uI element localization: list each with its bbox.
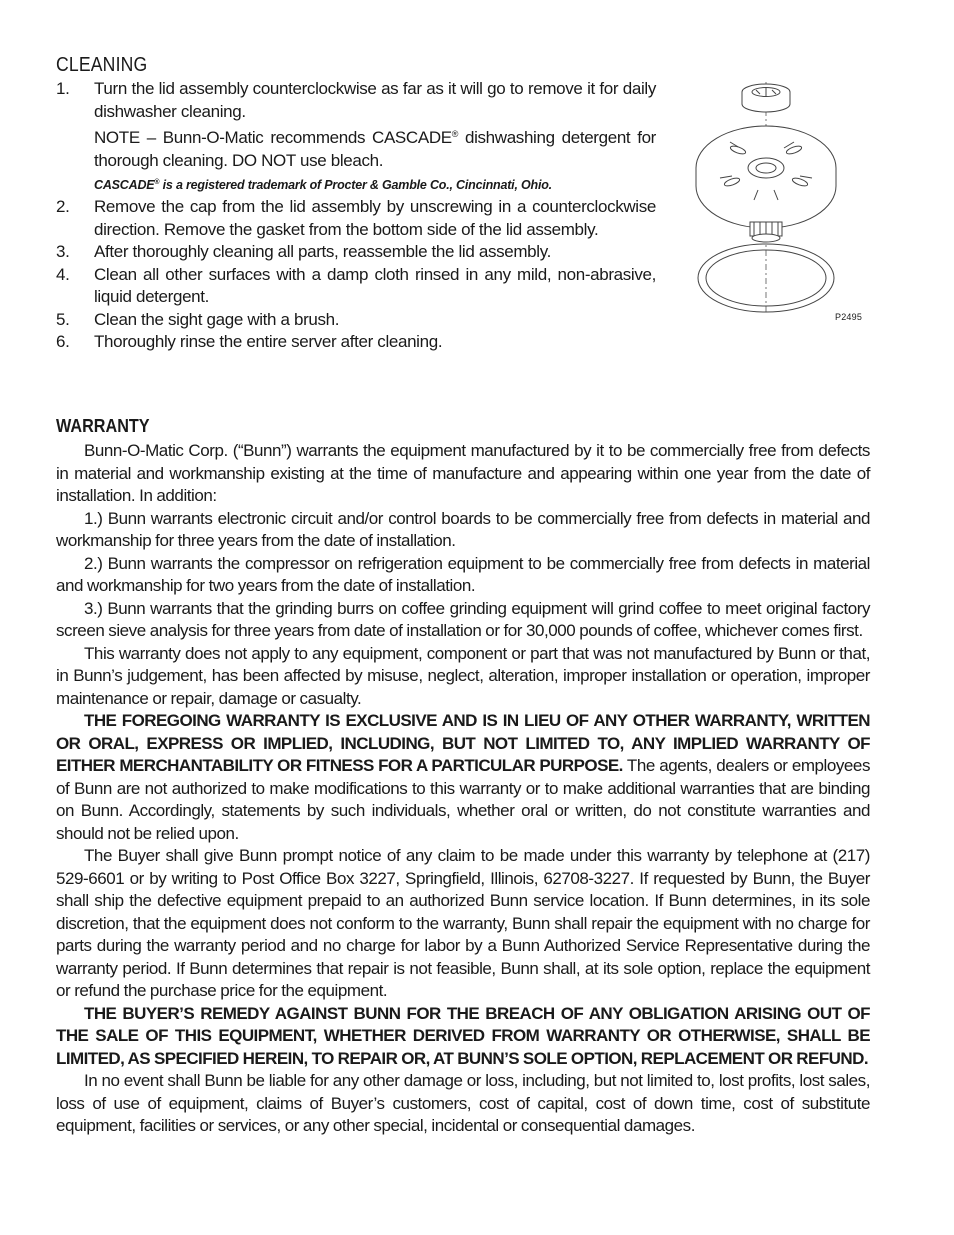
registered-mark-small: ® xyxy=(154,179,160,186)
stem-part xyxy=(750,222,782,242)
detergent-note xyxy=(56,123,656,172)
figure-label: P2495 xyxy=(835,312,863,322)
warranty-paragraph-1: Bunn-O-Matic Corp. (“Bunn”) warrants the equipment manufactured by it to be commercially free from defects in material and workmanship existing at the time of manufacture and appearing within one year from the date of installation. In addition: xyxy=(56,441,870,505)
registered-mark: ® xyxy=(451,129,459,139)
cleaning-step-1 xyxy=(56,78,656,123)
warranty-disclaimer-bold: THE FOREGOING WARRANTY IS EXCLUSIVE AND IS IN LIEU OF ANY OTHER WARRANTY, WRITTEN OR ORAL, EXPRESS OR IMPLIED, INCLUDING, BUT NOT LIMITED TO, ANY IMPLIED WARRANTY OF EITHER MERCHANTABILITY OR FITNESS FOR A PARTICULAR PURPOSE. xyxy=(56,711,870,775)
step-number: 3. xyxy=(56,242,70,261)
cleaning-steps xyxy=(56,78,656,354)
warranty-paragraph-9: In no event shall Bunn be liable for any other damage or loss, including, but not limited to, lost profits, lost sales, loss of use of equipment, claims of Buyer’s customers, cost of capital, cost of down time, cost of substitute equipment, facilities or services, or any other special, incidental or consequential damages. xyxy=(56,1071,870,1135)
step-number: 4. xyxy=(56,264,70,284)
trademark-text: is a registered trademark of Procter & Gamble Co., Cincinnati, Ohio. xyxy=(159,178,552,192)
warranty-paragraph-2: 1.) Bunn warrants electronic circuit and/or control boards to be commercially free from defects in material and workmanship for three years from the date of installation. xyxy=(56,508,870,550)
warranty-section xyxy=(56,414,870,1138)
cleaning-step-2 xyxy=(56,196,656,241)
lid-assembly-illustration xyxy=(690,82,870,332)
cleaning-step-3 xyxy=(56,241,656,264)
cleaning-step-5 xyxy=(56,309,656,332)
step-number: 5. xyxy=(56,309,70,329)
cleaning-heading: CLEANING xyxy=(56,54,148,76)
step-text: Clean the sight gage with a brush. xyxy=(94,309,340,329)
warranty-paragraph-4: 3.) Bunn warrants that the grinding burrs on coffee grinding equipment will grind coffee to meet original factory screen sieve analysis for three years from date of installation or for 30,000 pounds of coffee, whichever comes first. xyxy=(56,598,870,640)
step-number: 2. xyxy=(56,197,70,216)
warranty-paragraph-7: The Buyer shall give Bunn prompt notice of any claim to be made under this warranty by telephone at (217) 529-6601 or by writing to Post Office Box 3227, Springfield, Illinois, 62708-3227. If requested by Bunn, the Buyer shall ship the defective equipment prepaid to an authorized Bunn service location. If Bunn determines, in its sole discretion, that the equipment does not conform to the warranty, Bunn shall repair the equipment with no charge for parts during the warranty period and no charge for labor by a Bunn Authorized Service Representative during the warranty period. If Bunn determines that repair is not feasible, Bunn shall, at its sole option, replace the equipment or refund the purchase price for the equipment. xyxy=(56,846,870,1000)
step-text: Clean all other surfaces with a damp cloth rinsed in any mild, non-abrasive, liquid detergent. xyxy=(94,264,656,306)
warranty-disclaimer-text: The agents, dealers or employees of Bunn are not authorized to make modifications to this warranty or to make additional warranties that are binding on Bunn. Accordingly, statements by such individuals, whether oral or written, do not constitute warranties and should not be relied upon. xyxy=(56,756,870,843)
step-number: 6. xyxy=(56,332,70,351)
cleaning-section xyxy=(56,52,656,354)
lid-part xyxy=(696,126,836,228)
warranty-heading: WARRANTY xyxy=(56,416,150,436)
cleaning-step-4 xyxy=(56,264,656,309)
trademark-notice xyxy=(56,172,656,196)
note-text-end: dishwashing detergent for thorough cleaning. DO NOT use bleach. xyxy=(94,128,656,170)
lid-assembly-figure xyxy=(690,82,870,332)
warranty-paragraph-6 xyxy=(56,710,870,845)
step-text: Remove the cap from the lid assembly by unscrewing in a counterclockwise direction. Remove the gasket from the bottom side of the lid assembly. xyxy=(94,197,656,239)
cleaning-step-6 xyxy=(56,331,656,354)
note-text-start: NOTE – Bunn-O-Matic recommends CASCADE xyxy=(94,128,452,147)
warranty-paragraph-5: This warranty does not apply to any equipment, component or part that was not manufactured by Bunn or that, in Bunn’s judgement, has been affected by misuse, neglect, alteration, improper installation or operation, improper maintenance or repair, damage or casualty. xyxy=(56,643,870,708)
trademark-name: CASCADE xyxy=(94,178,155,192)
step-text: After thoroughly cleaning all parts, reassemble the lid assembly. xyxy=(94,242,551,261)
warranty-paragraph-3: 2.) Bunn warrants the compressor on refrigeration equipment to be commercially free from defects in material and workmanship for two years from the date of installation. xyxy=(56,553,870,595)
step-text: Thoroughly rinse the entire server after cleaning. xyxy=(94,332,443,351)
warranty-paragraph-8: THE BUYER’S REMEDY AGAINST BUNN FOR THE BREACH OF ANY OBLIGATION ARISING OUT OF THE SALE OF THIS EQUIPMENT, WHETHER DERIVED FROM WARRANTY OR OTHERWISE, SHALL BE LIMITED, AS SPECIFIED HEREIN, TO REPAIR OR, AT BUNN’S SOLE OPTION, REPLACEMENT OR REFUND. xyxy=(56,1003,870,1068)
step-number: 1. xyxy=(56,79,70,98)
step-text: Turn the lid assembly counterclockwise as far as it will go to remove it for daily dishwasher cleaning. xyxy=(94,79,656,121)
cap-part xyxy=(742,84,790,112)
